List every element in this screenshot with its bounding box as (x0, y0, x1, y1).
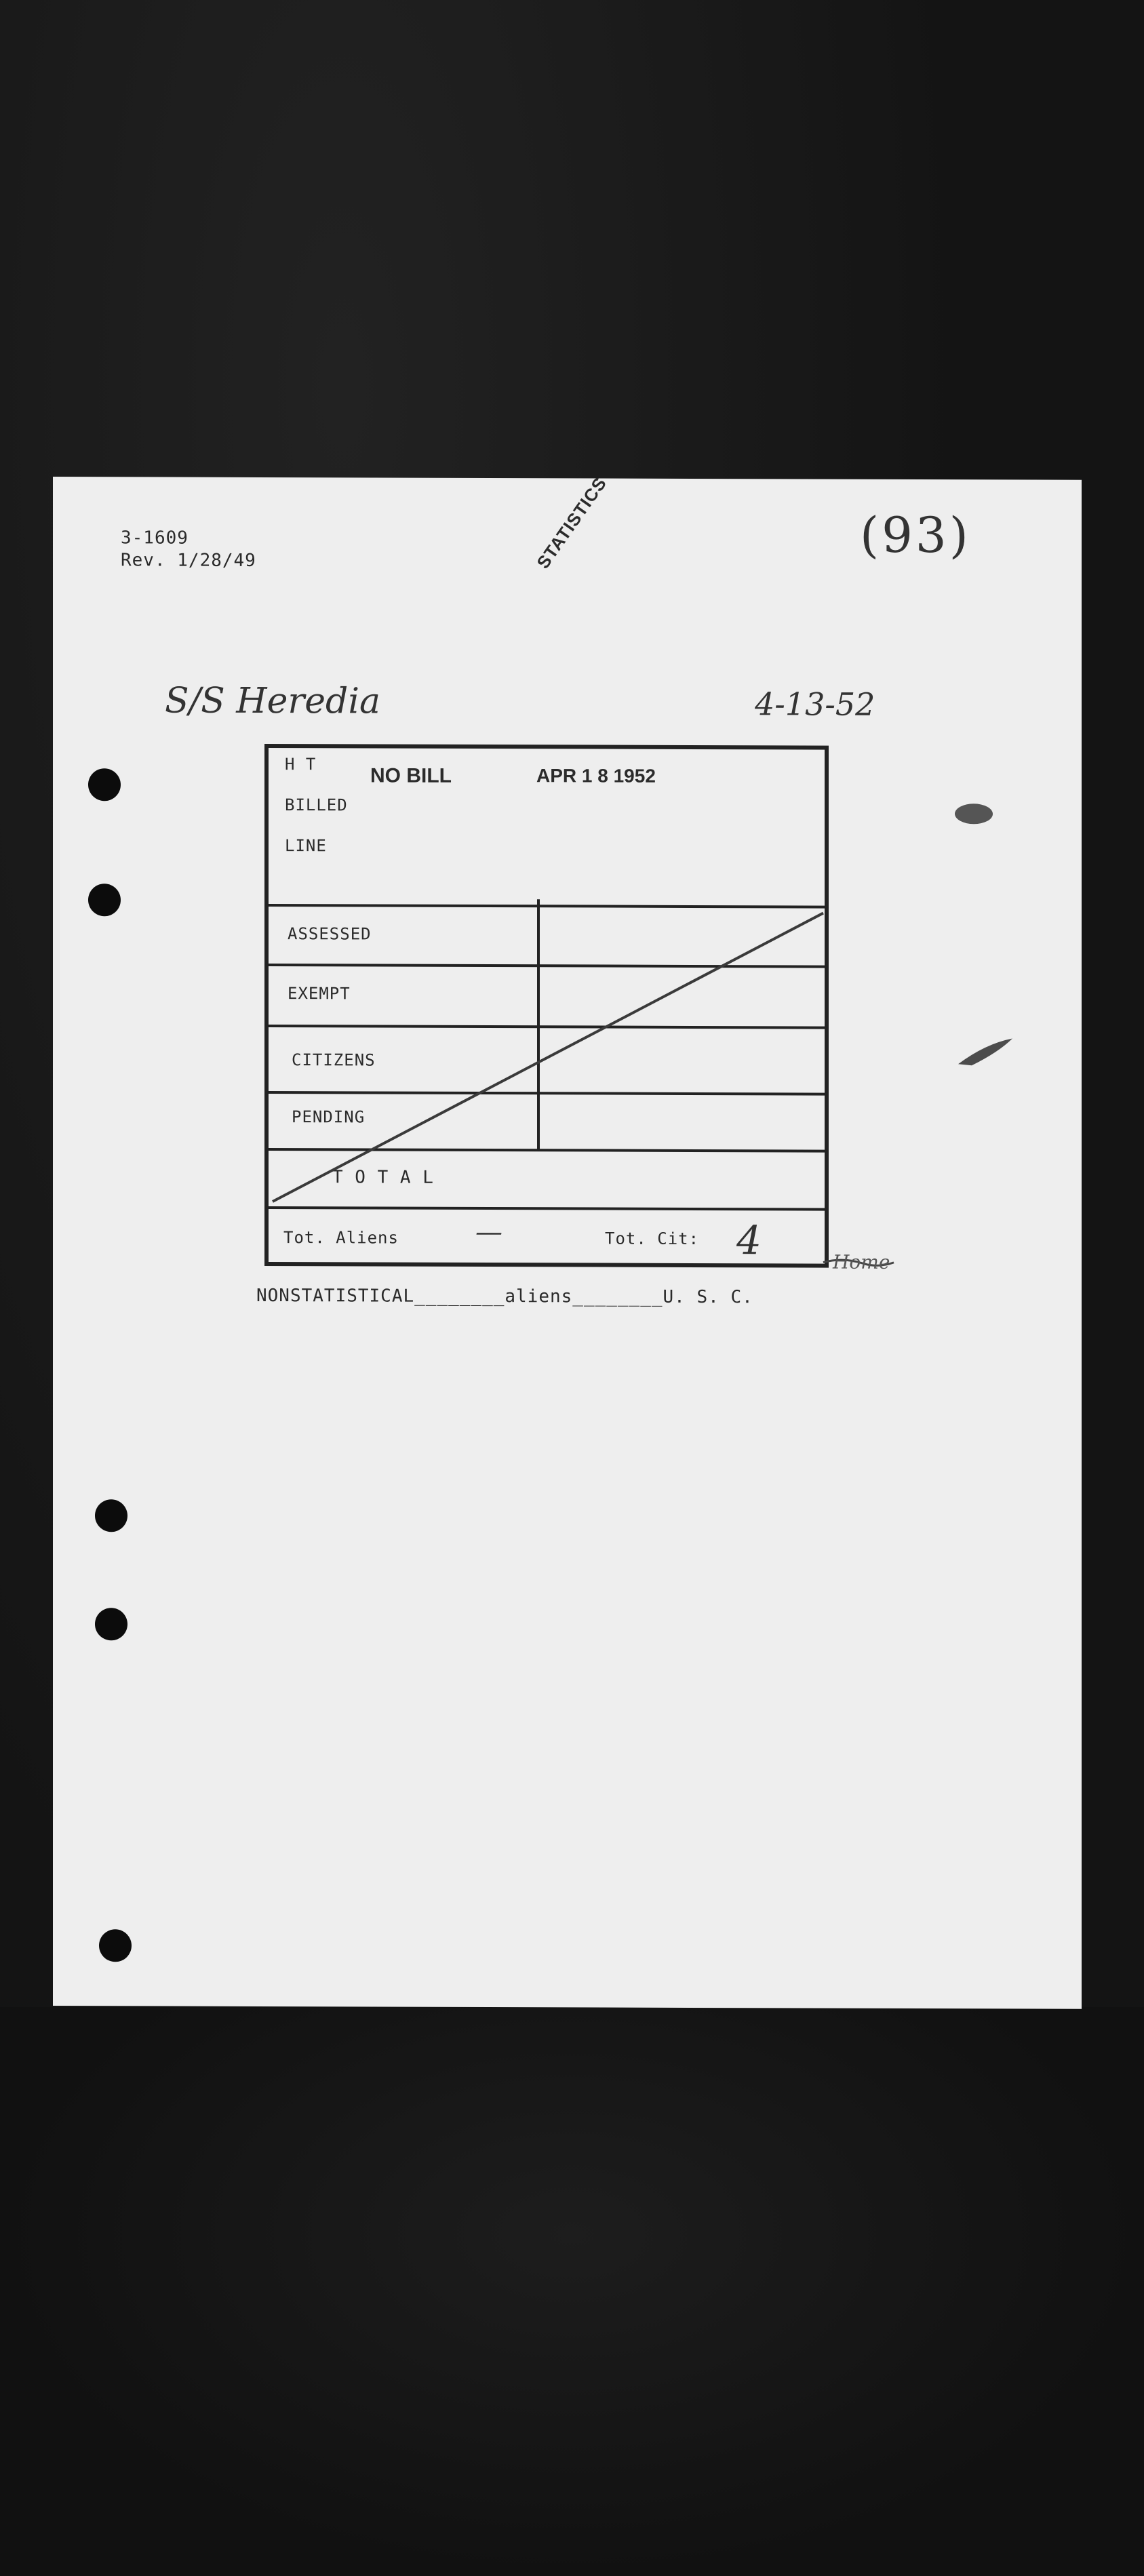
tot-cit-value: 4 (736, 1217, 762, 1264)
header-row-billed: BILLED (285, 795, 348, 815)
tot-aliens-value: — (475, 1216, 502, 1248)
ship-name: S/S Heredia (165, 680, 380, 722)
margin-note: Home (833, 1250, 890, 1273)
header-row-line: LINE (285, 836, 327, 856)
form-revision: Rev. 1/28/49 (121, 550, 256, 571)
form-date: 4-13-52 (755, 686, 875, 723)
nonstatistical-line: NONSTATISTICAL________aliens________U. S. C. (256, 1285, 753, 1308)
row-label-citizens: CITIZENS (292, 1050, 376, 1070)
strike-through-line (53, 477, 1082, 2009)
row-label-assessed: ASSESSED (288, 924, 372, 944)
tot-cit-label: Tot. Cit: (605, 1229, 700, 1248)
form-number: 3-1609 (121, 528, 189, 549)
statistics-stamp: STATISTICS (532, 473, 611, 573)
document-page (53, 473, 1082, 2009)
row-label-exempt: EXEMPT (288, 984, 351, 1004)
no-bill-stamp: NO BILL (370, 764, 452, 787)
header-row-ht: H T (285, 755, 317, 774)
received-date-stamp: APR 1 8 1952 (536, 765, 656, 787)
tot-aliens-label: Tot. Aliens (283, 1228, 399, 1248)
page-number: (93) (860, 506, 971, 564)
total-label: T O T A L (332, 1167, 434, 1188)
scan-background-lower (0, 2007, 1144, 2576)
row-label-pending: PENDING (292, 1107, 366, 1127)
